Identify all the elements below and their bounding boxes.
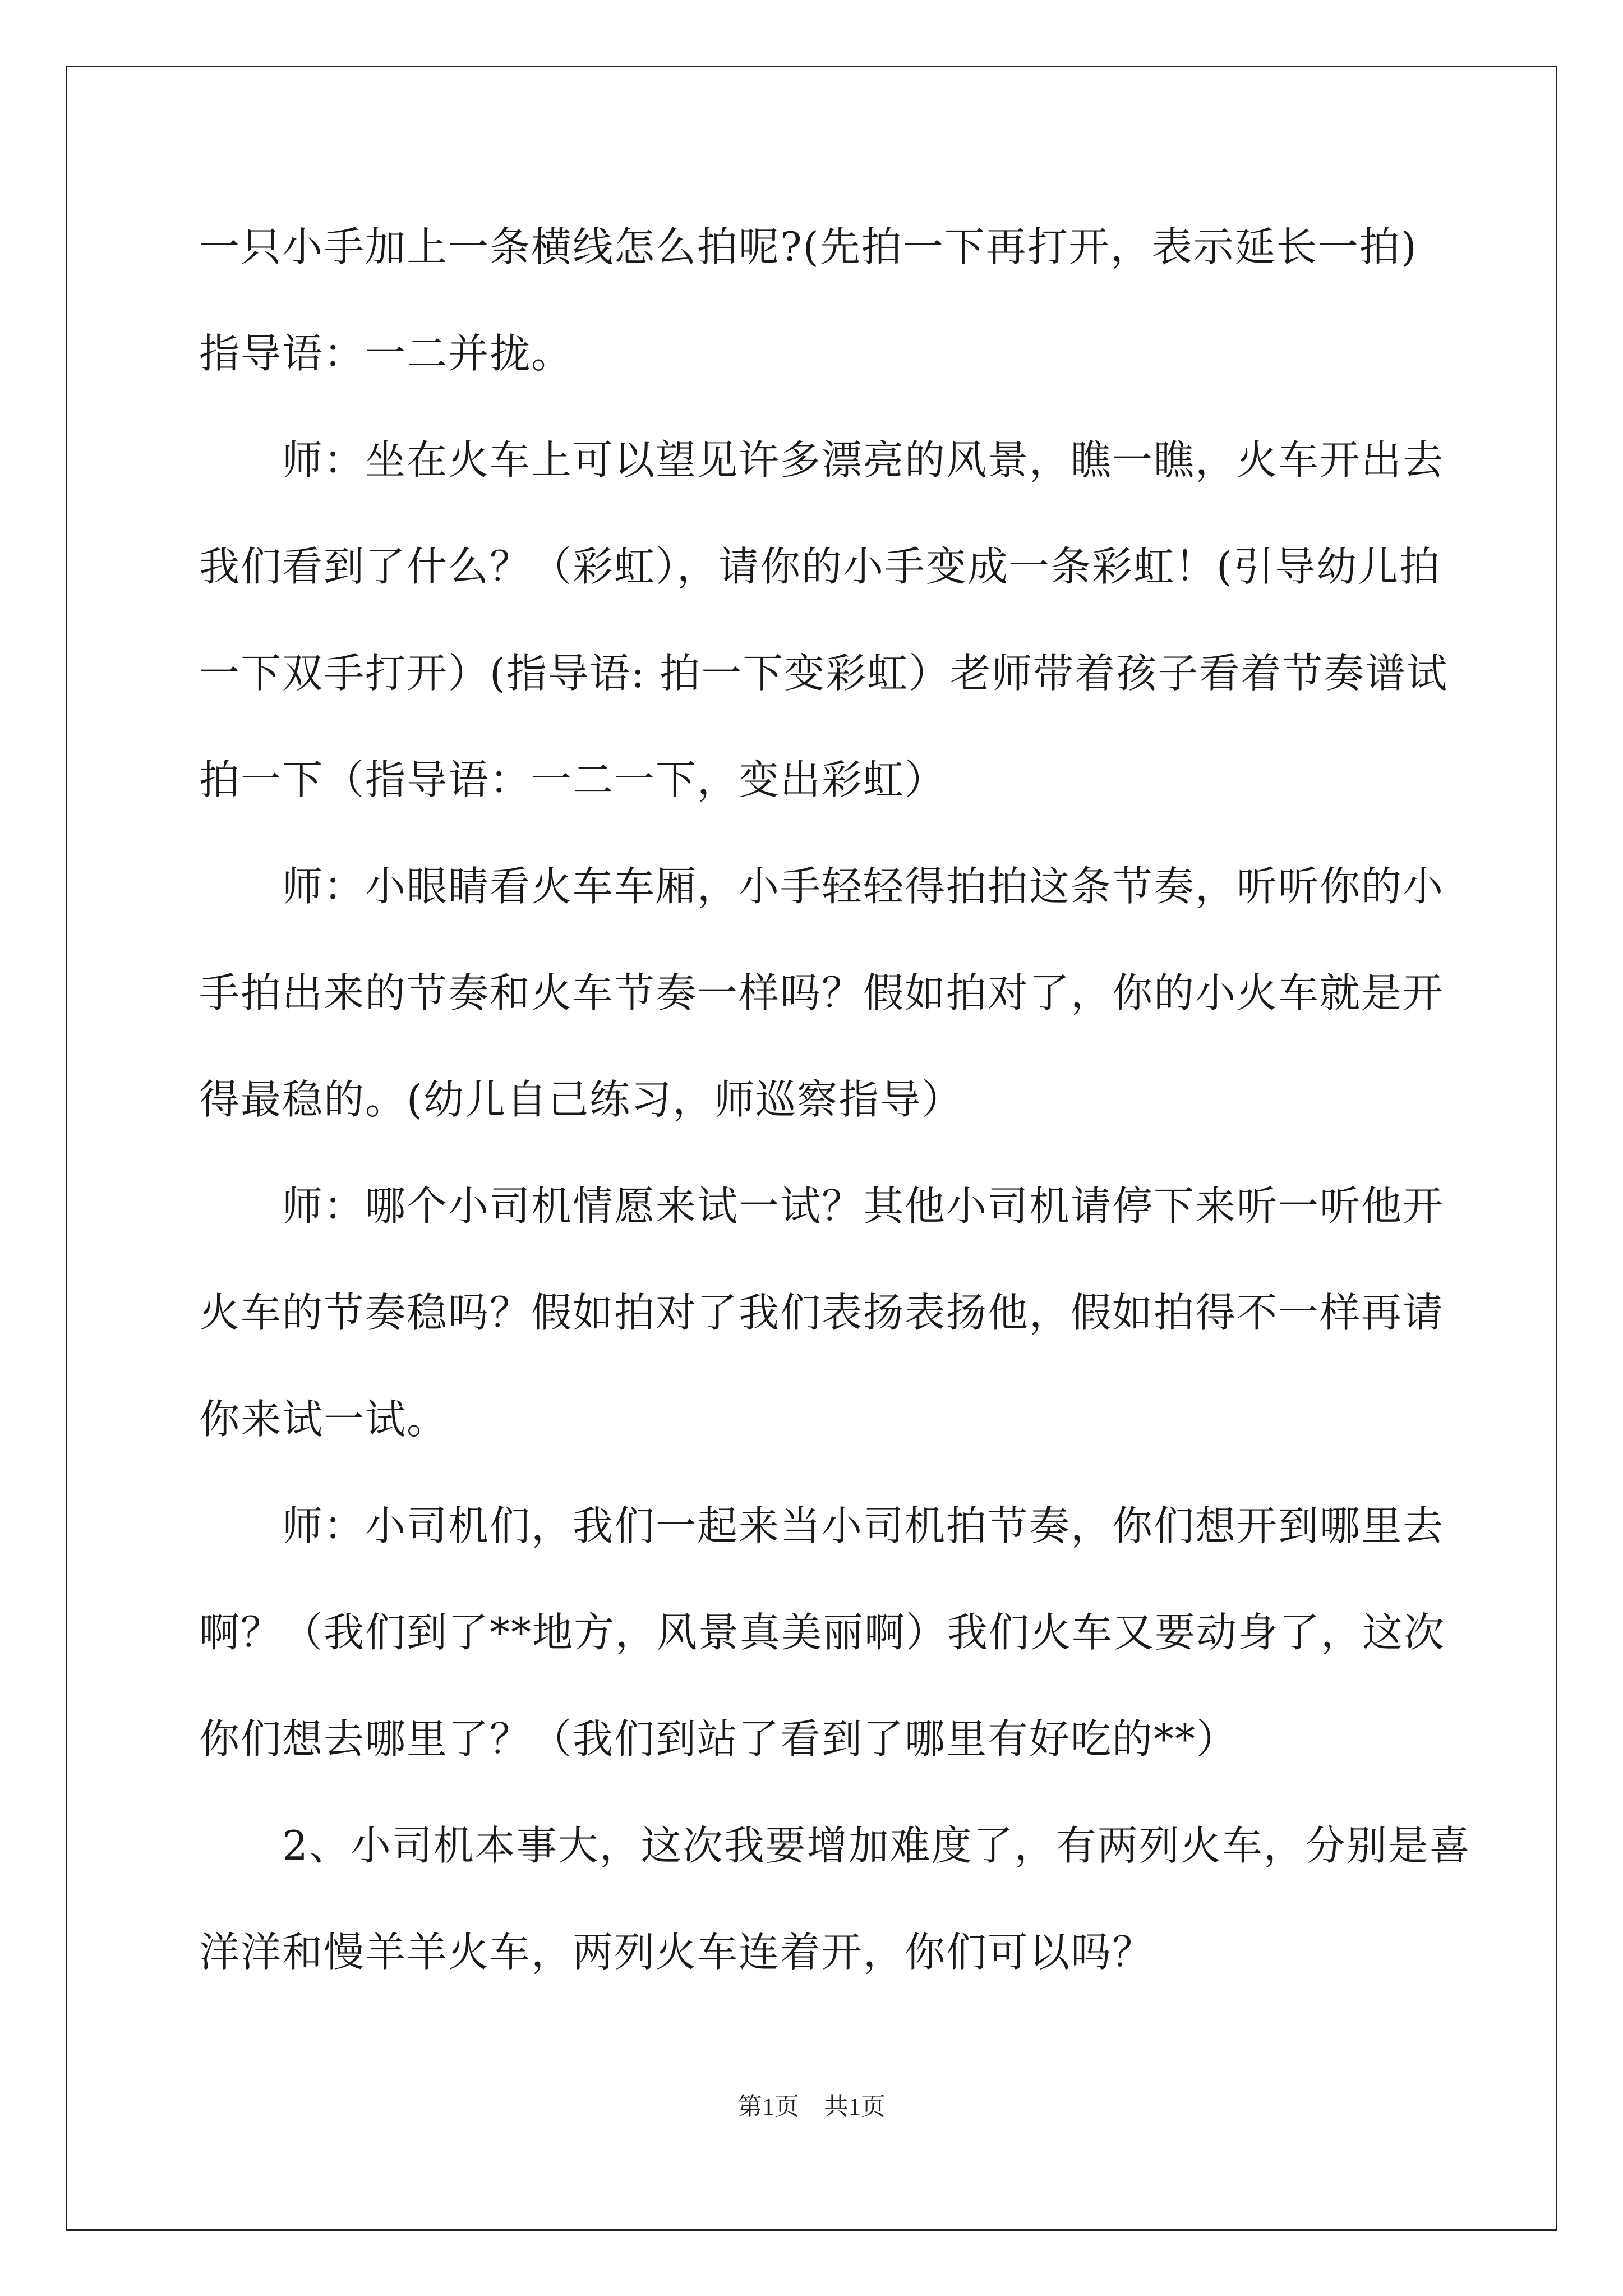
text-line: 火车的节奏稳吗？假如拍对了我们表扬表扬他，假如拍得不一样再请 — [199, 1289, 1445, 1336]
text-line: 师：小眼睛看火车车厢，小手轻轻得拍拍这条节奏，听听你的小 — [199, 863, 1445, 910]
text-line: 一只小手加上一条横线怎么拍呢?(先拍一下再打开，表示延长一拍) — [199, 223, 1418, 270]
text-line: 2、小司机本事大，这次我要增加难度了，有两列火车，分别是喜 — [199, 1822, 1471, 1869]
text-line: 洋洋和慢羊羊火车，两列火车连着开，你们可以吗？ — [199, 1929, 1154, 1976]
text-line: 你们想去哪里了？（我们到站了看到了哪里有好吃的**） — [199, 1715, 1238, 1763]
text-line: 得最稳的。(幼儿自己练习，师巡察指导） — [199, 1076, 963, 1123]
text-line: 指导语：一二并拢。 — [199, 330, 573, 377]
text-line: 拍一下（指导语：一二一下，变出彩虹） — [199, 756, 947, 803]
text-line: 你来试一试。 — [199, 1396, 449, 1443]
text-line: 一下双手打开）(指导语: 拍一下变彩虹）老师带着孩子看着节奏谱试 — [199, 650, 1449, 697]
text-line: 我们看到了什么？（彩虹），请你的小手变成一条彩虹！(引导幼儿拍 — [199, 543, 1441, 590]
text-line: 师：小司机们，我们一起来当小司机拍节奏，你们想开到哪里去 — [199, 1502, 1445, 1549]
page-number-footer: 第1页 共1页 — [737, 2093, 886, 2120]
text-line: 手拍出来的节奏和火车节奏一样吗？假如拍对了，你的小火车就是开 — [199, 969, 1445, 1016]
text-line: 师：坐在火车上可以望见许多漂亮的风景，瞧一瞧，火车开出去 — [199, 436, 1445, 484]
text-line: 啊？（我们到了**地方，风景真美丽啊）我们火车又要动身了，这次 — [199, 1609, 1446, 1656]
text-line: 师：哪个小司机情愿来试一试？其他小司机请停下来听一听他开 — [199, 1182, 1445, 1230]
page-border — [66, 66, 1557, 2231]
